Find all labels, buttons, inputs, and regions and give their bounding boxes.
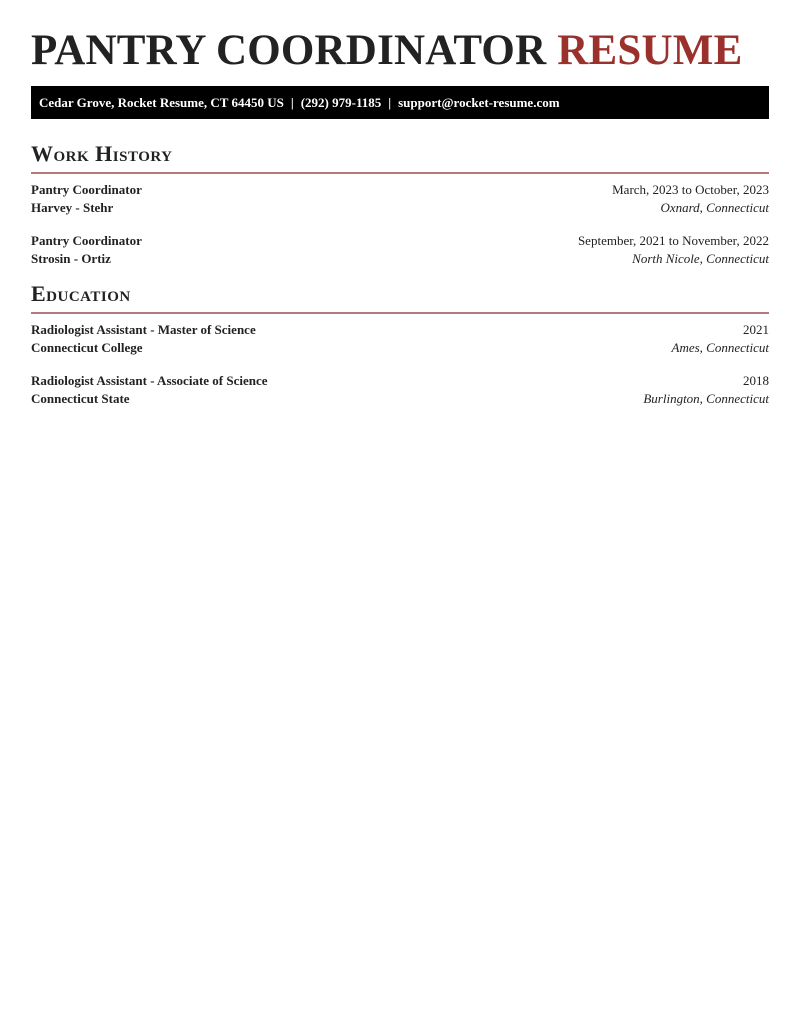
job-location: Oxnard, Connecticut	[660, 199, 769, 215]
education-year: 2021	[743, 322, 769, 337]
work-history-heading: Work History	[31, 141, 173, 166]
contact-separator: |	[290, 95, 294, 110]
job-dates: September, 2021 to November, 2022	[577, 233, 769, 248]
education-divider	[31, 312, 769, 314]
job-location: North Nicole, Connecticut	[632, 250, 769, 266]
contact-separator: |	[388, 95, 392, 110]
contact-phone: (292) 979-1185	[300, 95, 382, 110]
education-degree: Radiologist Assistant - Master of Science	[31, 322, 256, 337]
education-school: Connecticut State	[31, 390, 130, 406]
job-company: Harvey - Stehr	[31, 199, 114, 215]
education-degree: Radiologist Assistant - Associate of Science	[31, 373, 268, 388]
work-entry	[31, 181, 769, 217]
job-title: Pantry Coordinator	[31, 233, 142, 248]
title-accent: RESUME	[557, 27, 743, 74]
contact-email: support@rocket-resume.com	[398, 95, 560, 110]
education-location: Burlington, Connecticut	[643, 390, 769, 406]
job-title: Pantry Coordinator	[31, 182, 142, 197]
work-history-divider	[31, 172, 769, 174]
job-dates: March, 2023 to October, 2023	[612, 182, 769, 197]
education-entry	[31, 372, 769, 408]
title-main: PANTRY COORDINATOR	[31, 27, 547, 74]
education-location: Ames, Connecticut	[671, 339, 769, 355]
contact-bar	[31, 86, 769, 119]
contact-address: Cedar Grove, Rocket Resume, CT 64450 US	[39, 95, 284, 110]
education-school: Connecticut College	[31, 339, 143, 355]
work-entry	[31, 232, 769, 268]
education-entry	[31, 321, 769, 357]
education-heading: Education	[31, 281, 131, 306]
job-company: Strosin - Ortiz	[31, 250, 111, 266]
page-title	[31, 28, 742, 74]
education-year: 2018	[743, 373, 769, 388]
